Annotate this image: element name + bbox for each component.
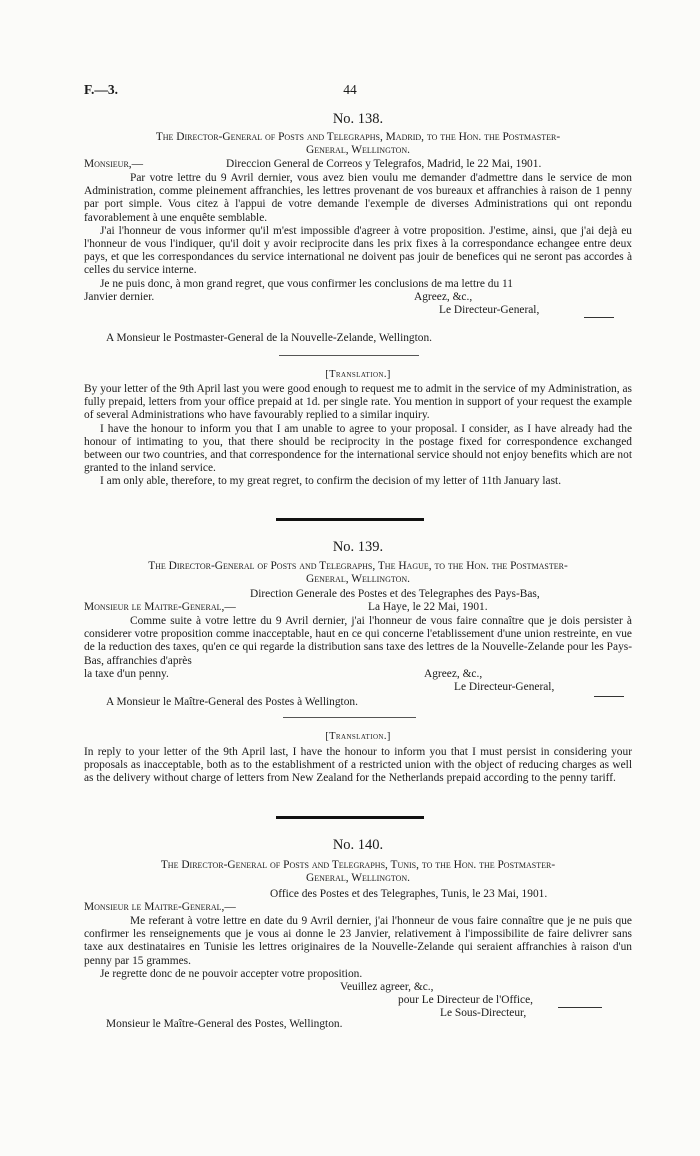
translation-label: [Translation.] (325, 731, 391, 742)
signature-dash (584, 317, 614, 318)
letter-140-body (84, 915, 632, 1021)
letter-number: No. 138. (332, 111, 384, 127)
letter-140-header (84, 888, 632, 914)
section-divider (276, 816, 424, 819)
salutation: Monsieur le Maitre-General,— (84, 601, 236, 614)
paragraph: Comme suite à votre lettre du 9 Avril dernier, j'ai l'honneur de vous faire connaître que je dois persister à considerer votre proposition comme inacceptable, haut en ce qui concerne l'etablissement d'une union restreinte, en vue de la reduction des taxes, qu'en ce qui regarde la distribution sans taxe des lettres de la Nouvelle-Zelande pour les Pays-Bas, affranchies d'après (84, 615, 632, 667)
address: A Monsieur le Postmaster-General de la Nouvelle-Zelande, Wellington. (106, 332, 433, 344)
paragraph-end: la taxe d'un penny. (84, 667, 169, 680)
signature-dash (594, 696, 624, 697)
paragraph: Par votre lettre du 9 Avril dernier, vous avez bien voulu me demander d'admettre dans le service de mon Administration, comme pleinement affranchies, les lettres provenant de vos bureaux et affranchies à raison de 1 penny par port simple. Vous citez à l'appui de votre demande l'exemple de diverses Administrations qui ont repondu favorablement à une enquête semblable. (84, 172, 632, 224)
paragraph: Je ne puis donc, à mon grand regret, que vous confirmer les conclusions de ma lettre du 11 (100, 277, 514, 290)
letter-number: No. 140. (332, 837, 384, 853)
letter-138-address-block (106, 332, 654, 345)
closing: Veuillez agreer, &c., (340, 981, 434, 994)
place-date: La Haye, le 22 Mai, 1901. (368, 601, 488, 614)
letter-139 (84, 538, 632, 556)
paragraph: Me referant à votre lettre en date du 9 Avril dernier, j'ai l'honneur de vous faire connaître que je ne puis que confirmer les renseignements que je vous ai donne le 23 Janvier, relativement à l'impossibilite de faire delivrer sans taxe aux destinataires en Tunisie les lettres originaires de la Nouvelle-Zelande qui seraient affranchies à raison d'un penny par 15 grammes. (84, 915, 632, 967)
signature-dash (558, 1007, 602, 1008)
letter-139-body (84, 615, 632, 694)
letter-intro-line: General, Wellington. (305, 144, 411, 157)
translation-138 (84, 368, 632, 381)
section-divider (276, 518, 424, 521)
signature: Le Sous-Directeur, (440, 1007, 527, 1020)
letter-140 (84, 836, 632, 854)
translation-label: [Translation.] (325, 369, 391, 380)
place-date: Office des Postes et des Telegraphes, Tunis, le 23 Mai, 1901. (270, 888, 548, 900)
letter-139-intro (84, 560, 632, 586)
letter-140-intro (84, 859, 632, 885)
divider (283, 717, 416, 718)
paragraph: J'ai l'honneur de vous informer qu'il m'est impossible d'agreer à votre proposition. J'estime, ainsi, que j'ai dejà eu l'honneur de vous l'indiquer, qu'il doit y avoir reciprocite dans les prix fixes à la correspondance echangee entre deux pays, et que les correspondances du service international ne doivent pas jouir de benefices qui ne seront pas accordes à celles du service interne. (84, 224, 632, 277)
page-number: 44 (343, 82, 357, 97)
signature: Le Directeur-General, (454, 681, 555, 693)
place-date: Direccion General de Correos y Telegrafos, Madrid, le 22 Mai, 1901. (226, 158, 542, 170)
salutation: Monsieur le Maitre-General,— (84, 901, 236, 914)
paragraph: In reply to your letter of the 9th April last, I have the honour to inform you that I must persist in considering your proposals as inacceptable, both as to the establishment of a restricted union with the object of reducing charges as well as the delivery without charge of letters from New Zealand for the Netherlands prepaid according to the penny tariff. (84, 746, 632, 785)
signature: Le Directeur-General, (439, 304, 540, 317)
letter-intro-line: The Director-General of Posts and Telegraphs, Madrid, to the Hon. the Postmaster- (155, 131, 561, 143)
paragraph: By your letter of the 9th April last you were good enough to request me to admit in the service of my Administration, as fully prepaid, letters from your office prepaid at 1d. per single rate. You mention in support of your request the example of several Administrations who have favourably replied to a similar inquiry. (84, 383, 632, 422)
office: Direction Generale des Postes et des Telegraphes des Pays-Bas, (250, 588, 540, 600)
translation-139-body (84, 746, 632, 786)
letter-138 (84, 110, 632, 128)
paragraph: I have the honour to inform you that I am unable to agree to your proposal. I consider, as I have already had the honour of intimating to you, that there should be reciprocity in the postage fixed for correspondence exchanged between our two countries, and that correspondence for the international service should not enjoy benefits which are not granted to the inland service. (84, 422, 632, 475)
closing: Agreez, &c., (414, 290, 473, 303)
salutation: Monsieur,— (84, 158, 144, 170)
signature: pour Le Directeur de l'Office, (398, 994, 533, 1007)
divider (279, 355, 419, 356)
letter-140-address-block (106, 1018, 654, 1031)
letter-138-body (84, 172, 632, 330)
paragraph-end: Janvier dernier. (84, 290, 155, 303)
translation-139 (84, 730, 632, 743)
letter-138-salutation-row (84, 158, 632, 171)
letter-intro-line: General, Wellington. (305, 872, 411, 885)
address: A Monsieur le Maître-General des Postes à Wellington. (106, 696, 358, 708)
address: Monsieur le Maître-General des Postes, Wellington. (106, 1018, 343, 1030)
letter-138-intro (84, 131, 632, 157)
letter-139-header (84, 588, 632, 614)
closing: Agreez, &c., (424, 667, 483, 680)
letter-intro-line: General, Wellington. (305, 573, 411, 586)
document-id: F.—3. (84, 82, 119, 97)
letter-139-address-block (84, 696, 632, 709)
letter-intro-line: The Director-General of Posts and Telegraphs, The Hague, to the Hon. the Postmaster- (148, 560, 568, 572)
letter-number: No. 139. (332, 539, 384, 555)
paragraph: I am only able, therefore, to my great regret, to confirm the decision of my letter of 11th January last. (100, 475, 562, 488)
paragraph: Je regrette donc de ne pouvoir accepter votre proposition. (100, 967, 363, 980)
translation-138-body (84, 383, 632, 489)
letter-intro-line: The Director-General of Posts and Telegraphs, Tunis, to the Hon. the Postmaster- (160, 859, 556, 871)
